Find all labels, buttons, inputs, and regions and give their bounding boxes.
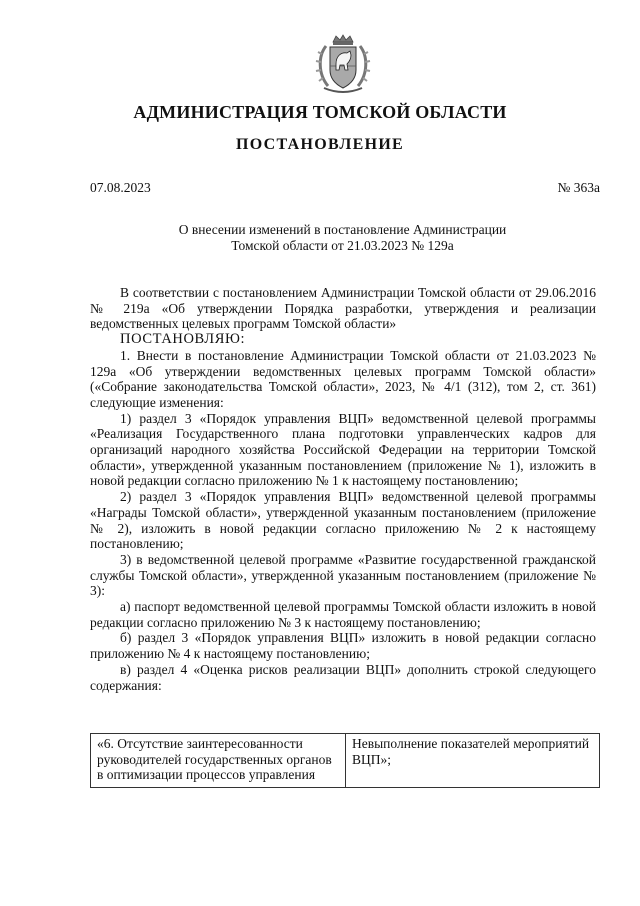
item-1-3-c: в) раздел 4 «Оценка рисков реализации ВЦП» дополнить строкой следующего содержания: [90,661,596,693]
item-1-2: 2) раздел 3 «Порядок управления ВЦП» ведомственной целевой программы «Награды Томской области», утвержденной указанным постановлением (приложение № 2), изложить в новой редакции согласно приложению № 2 к настоящему постановлению; [90,489,596,552]
item-1-1: 1) раздел 3 «Порядок управления ВЦП» ведомственной целевой программы «Реализация Государственного плана подготовки управленческих кадров для организаций народного хозяйства Российской Федерации на территории Томской области», утвержденной указанным постановлением (приложение № 1), изложить в новой редакции согласно приложению № 1 к настоящему постановлению; [90,410,596,489]
document-body [90,285,596,693]
item-1: 1. Внести в постановление Администрации Томской области от 21.03.2023 № 129а «Об утверждении ведомственных целевых программ Томской области» («Собрание законодательства Томской области», 2023, № 4/1 (312), том 2, ст. 361) следующие изменения: [90,347,596,410]
document-date: 07.08.2023 [90,180,151,195]
table-row [91,734,600,788]
risk-table [90,733,600,788]
item-1-3: 3) в ведомственной целевой программе «Развитие государственной гражданской службы Томской области», утвержденной указанным постановлением (приложение № 3): [90,551,596,599]
table-cell-consequence: Невыполнение показателей мероприятий ВЦП»; [346,734,600,788]
resolve-keyword: ПОСТАНОВЛЯЮ: [120,331,246,348]
document-subject [90,222,595,254]
subject-line-1: О внесении изменений в постановление Администрации [178,222,507,237]
table-cell-risk: «6. Отсутствие заинтересованности руководителей государственных органов в оптимизации процессов управления [91,734,346,788]
document-number: № 363а [557,180,600,195]
organization-title: АДМИНИСТРАЦИЯ ТОМСКОЙ ОБЛАСТИ [133,102,507,122]
coat-of-arms-icon [314,34,372,94]
item-1-3-a: а) паспорт ведомственной целевой программы Томской области изложить в новой редакции согласно приложению № 3 к настоящему постановлению; [90,599,596,630]
item-1-3-b: б) раздел 3 «Порядок управления ВЦП» изложить в новой редакции согласно приложению № 4 к настоящему постановлению; [90,630,596,662]
subject-line-2: Томской области от 21.03.2023 № 129а [231,238,454,253]
intro-paragraph: В соответствии с постановлением Администрации Томской области от 29.06.2016 № 219а «Об утверждении Порядка разработки, утверждения и реализации ведомственных целевых программ Томской области» [90,285,596,332]
document-type: ПОСТАНОВЛЕНИЕ [235,136,405,153]
